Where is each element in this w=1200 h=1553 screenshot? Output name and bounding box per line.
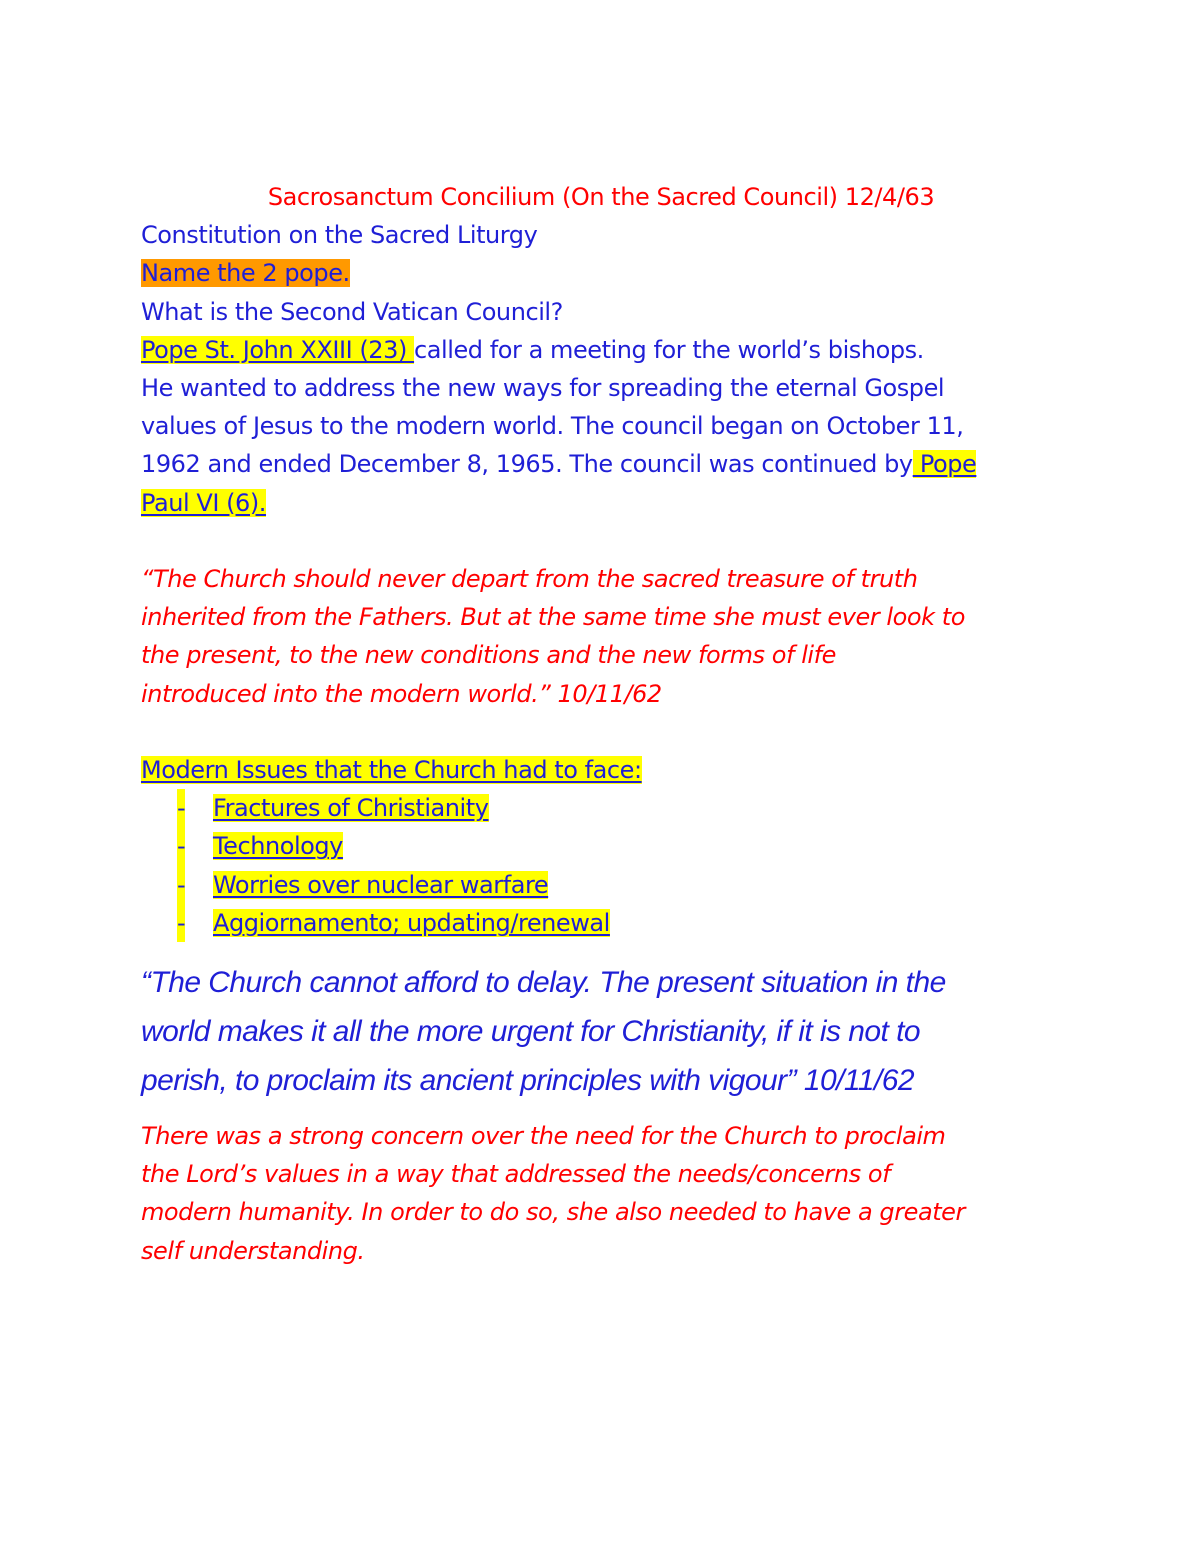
paragraph-text: called for a meeting for the world’s bishops. (414, 335, 924, 364)
list-item-text: Technology (213, 832, 343, 861)
paragraph-council-history (141, 331, 1071, 522)
closing-paragraph (141, 1117, 1071, 1270)
document-subtitle: Constitution on the Sacred Liturgy (141, 221, 538, 250)
question-vatican-council: What is the Second Vatican Council? (141, 297, 563, 326)
closing-line: self understanding. (141, 1236, 365, 1265)
quote-line: “The Church cannot afford to delay. The present situation in the (141, 966, 946, 1000)
list-item (141, 866, 1071, 904)
paragraph-line (141, 484, 1071, 522)
list-item (141, 904, 1071, 942)
paragraph-line: values of Jesus to the modern world. The council began on October 11, (141, 412, 964, 441)
list-item (141, 789, 1071, 827)
pope-john-highlight: Pope St. John XXIII (23) (141, 335, 415, 364)
quote-line: introduced into the modern world.” 10/11/62 (141, 679, 662, 708)
document-content (141, 178, 1071, 1270)
quote-line: “The Church should never depart from the sacred treasure of truth (141, 565, 918, 594)
paragraph-line: He wanted to address the new ways for spreading the eternal Gospel (141, 374, 945, 403)
paragraph-line (141, 331, 1071, 369)
quote-line: the present, to the new conditions and the new forms of life (141, 641, 836, 670)
list-dash: - (177, 866, 185, 904)
quote-cannot-delay (141, 958, 1071, 1105)
paragraph-line (141, 445, 1071, 483)
pope-paul-highlight: Pope (912, 450, 977, 479)
closing-line: modern humanity. In order to do so, she also needed to have a greater (141, 1198, 965, 1227)
orange-highlight: Name the 2 pope. (141, 259, 350, 288)
document-title: Sacrosanctum Concilium (On the Sacred Council) 12/4/63 (267, 183, 935, 211)
issues-heading: Modern Issues that the Church had to face: (141, 756, 642, 785)
spacer (141, 522, 1071, 560)
issues-heading-line (141, 751, 1071, 789)
closing-line: There was a strong concern over the need for the Church to proclaim (141, 1122, 946, 1151)
quote-line: perish, to proclaim its ancient principles with vigour” 10/11/62 (141, 1064, 914, 1098)
question-name-popes (141, 254, 1071, 292)
closing-line: the Lord’s values in a way that addressed the needs/concerns of (141, 1160, 891, 1189)
modern-issues-section (141, 751, 1071, 942)
paragraph-text: 1962 and ended December 8, 1965. The council was continued by (141, 450, 913, 479)
list-item-text: Aggiornamento; updating/renewal (213, 908, 610, 937)
pope-paul-highlight-continued: Paul VI (6). (141, 488, 266, 517)
list-item (141, 827, 1071, 865)
quote-line: world makes it all the more urgent for Christianity, if it is not to (141, 1015, 921, 1049)
quote-line: inherited from the Fathers. But at the same time she must ever look to (141, 603, 965, 632)
quote-sacred-treasure (141, 560, 1071, 713)
list-dash: - (177, 904, 185, 942)
issues-list (141, 789, 1071, 942)
list-dash: - (177, 789, 185, 827)
list-item-text: Worries over nuclear warfare (213, 870, 549, 899)
list-item-text: Fractures of Christianity (213, 794, 489, 823)
spacer (141, 713, 1071, 751)
list-dash: - (177, 827, 185, 865)
